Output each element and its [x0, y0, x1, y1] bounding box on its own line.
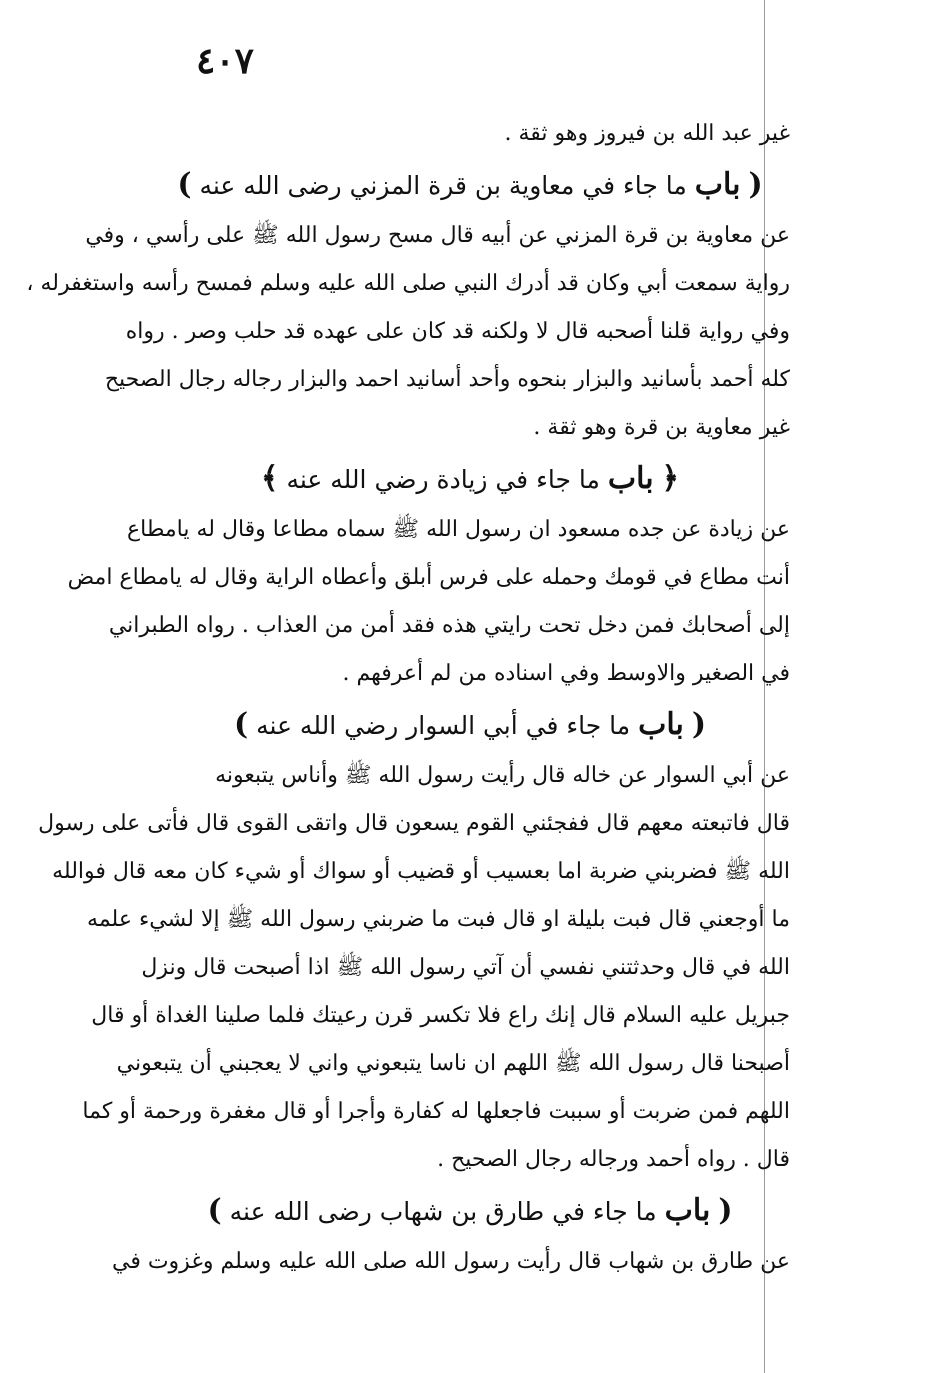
text-line: قال . رواه أحمد ورجاله رجال الصحيح .	[437, 1147, 790, 1172]
heading-bab-word: باب	[664, 1193, 711, 1228]
heading-title: ما جاء في زيادة رضي الله عنه	[286, 465, 600, 494]
text-line: غير عبد الله بن فيروز وهو ثقة .	[504, 121, 790, 146]
text-line: رواية سمعت أبي وكان قد أدرك النبي صلى الله عليه وسلم فمسح رأسه واستغفرله ،	[26, 271, 790, 296]
text-line: الله ﷺ فضربني ضربة اما بعسيب أو قضيب أو سواك أو شيء كان معه قال فوالله	[52, 859, 790, 884]
chapter-heading	[150, 698, 790, 752]
heading-close-bracket: )	[207, 1193, 222, 1228]
heading-title: ما جاء في معاوية بن قرة المزني رضى الله عنه	[199, 171, 687, 200]
chapter-heading	[150, 452, 790, 506]
text-line: عن زيادة عن جده مسعود ان رسول الله ﷺ سماه مطاعا وقال له يامطاع	[127, 517, 790, 542]
text-line: جبريل عليه السلام قال إنك راع فلا تكسر قرن رعيتك فلما صلينا الغداة أو قال	[91, 1003, 790, 1028]
chapter-heading	[150, 1184, 790, 1238]
text-line: عن طارق بن شهاب قال رأيت رسول الله صلى الله عليه وسلم وغزوت في	[112, 1249, 790, 1274]
text-line: الله في قال وحدثتني نفسي أن آتي رسول الله ﷺ اذا أصبحت قال ونزل	[141, 955, 790, 980]
heading-open-bracket: (	[748, 167, 763, 202]
heading-close-bracket: )	[233, 707, 249, 742]
heading-open-bracket: (	[718, 1193, 733, 1228]
heading-title: ما جاء في أبي السوار رضي الله عنه	[256, 711, 631, 740]
heading-close-bracket: )	[177, 167, 192, 202]
text-line: إلى أصحابك فمن دخل تحت رايتي هذه فقد أمن من العذاب . رواه الطبراني	[108, 613, 790, 638]
chapter-heading	[150, 158, 790, 212]
text-line: في الصغير والاوسط وفي اسناده من لم أعرفهم .	[342, 661, 790, 686]
text-line: قال فاتبعته معهم قال ففجئني القوم يسعون قال واتقى القوى قال فأتى على رسول	[38, 811, 790, 836]
text-line: عن معاوية بن قرة المزني عن أبيه قال مسح رسول الله ﷺ على رأسي ، وفي	[85, 223, 790, 248]
text-line: كله أحمد بأسانيد والبزار بنحوه وأحد أسانيد احمد والبزار رجاله رجال الصحيح	[104, 367, 790, 392]
text-line: أنت مطاع في قومك وحمله على فرس أبلق وأعطاه الراية وقال له يامطاع امض	[67, 565, 790, 590]
heading-bab-word: باب	[607, 461, 654, 496]
text-line: اللهم فمن ضربت أو سببت فاجعلها له كفارة وأجرا أو قال مغفرة ورحمة أو كما	[82, 1099, 790, 1124]
text-line: أصبحنا قال رسول الله ﷺ اللهم ان ناسا يتبعوني واني لا يعجبني أن يتبعوني	[116, 1051, 790, 1076]
text-line: ما أوجعني قال فبت بليلة او قال فبت ما ضربني رسول الله ﷺ إلا لشيء علمه	[87, 907, 790, 932]
heading-close-bracket: ﴾	[260, 461, 279, 496]
heading-bab-word: باب	[694, 167, 741, 202]
text-line: وفي رواية قلنا أصحبه قال لا ولكنه قد كان على عهده قد حلب وصر . رواه	[125, 319, 790, 344]
heading-open-bracket: (	[691, 707, 707, 742]
page-number: ٤٠٧	[195, 40, 254, 82]
heading-bab-word: باب	[638, 707, 684, 742]
text-line: عن أبي السوار عن خاله قال رأيت رسول الله ﷺ وأناس يتبعونه	[215, 763, 790, 788]
text-line: غير معاوية بن قرة وهو ثقة .	[533, 415, 790, 440]
page-text	[26, 110, 790, 1286]
heading-open-bracket: ﴿	[661, 461, 680, 496]
heading-title: ما جاء في طارق بن شهاب رضى الله عنه	[229, 1197, 657, 1226]
